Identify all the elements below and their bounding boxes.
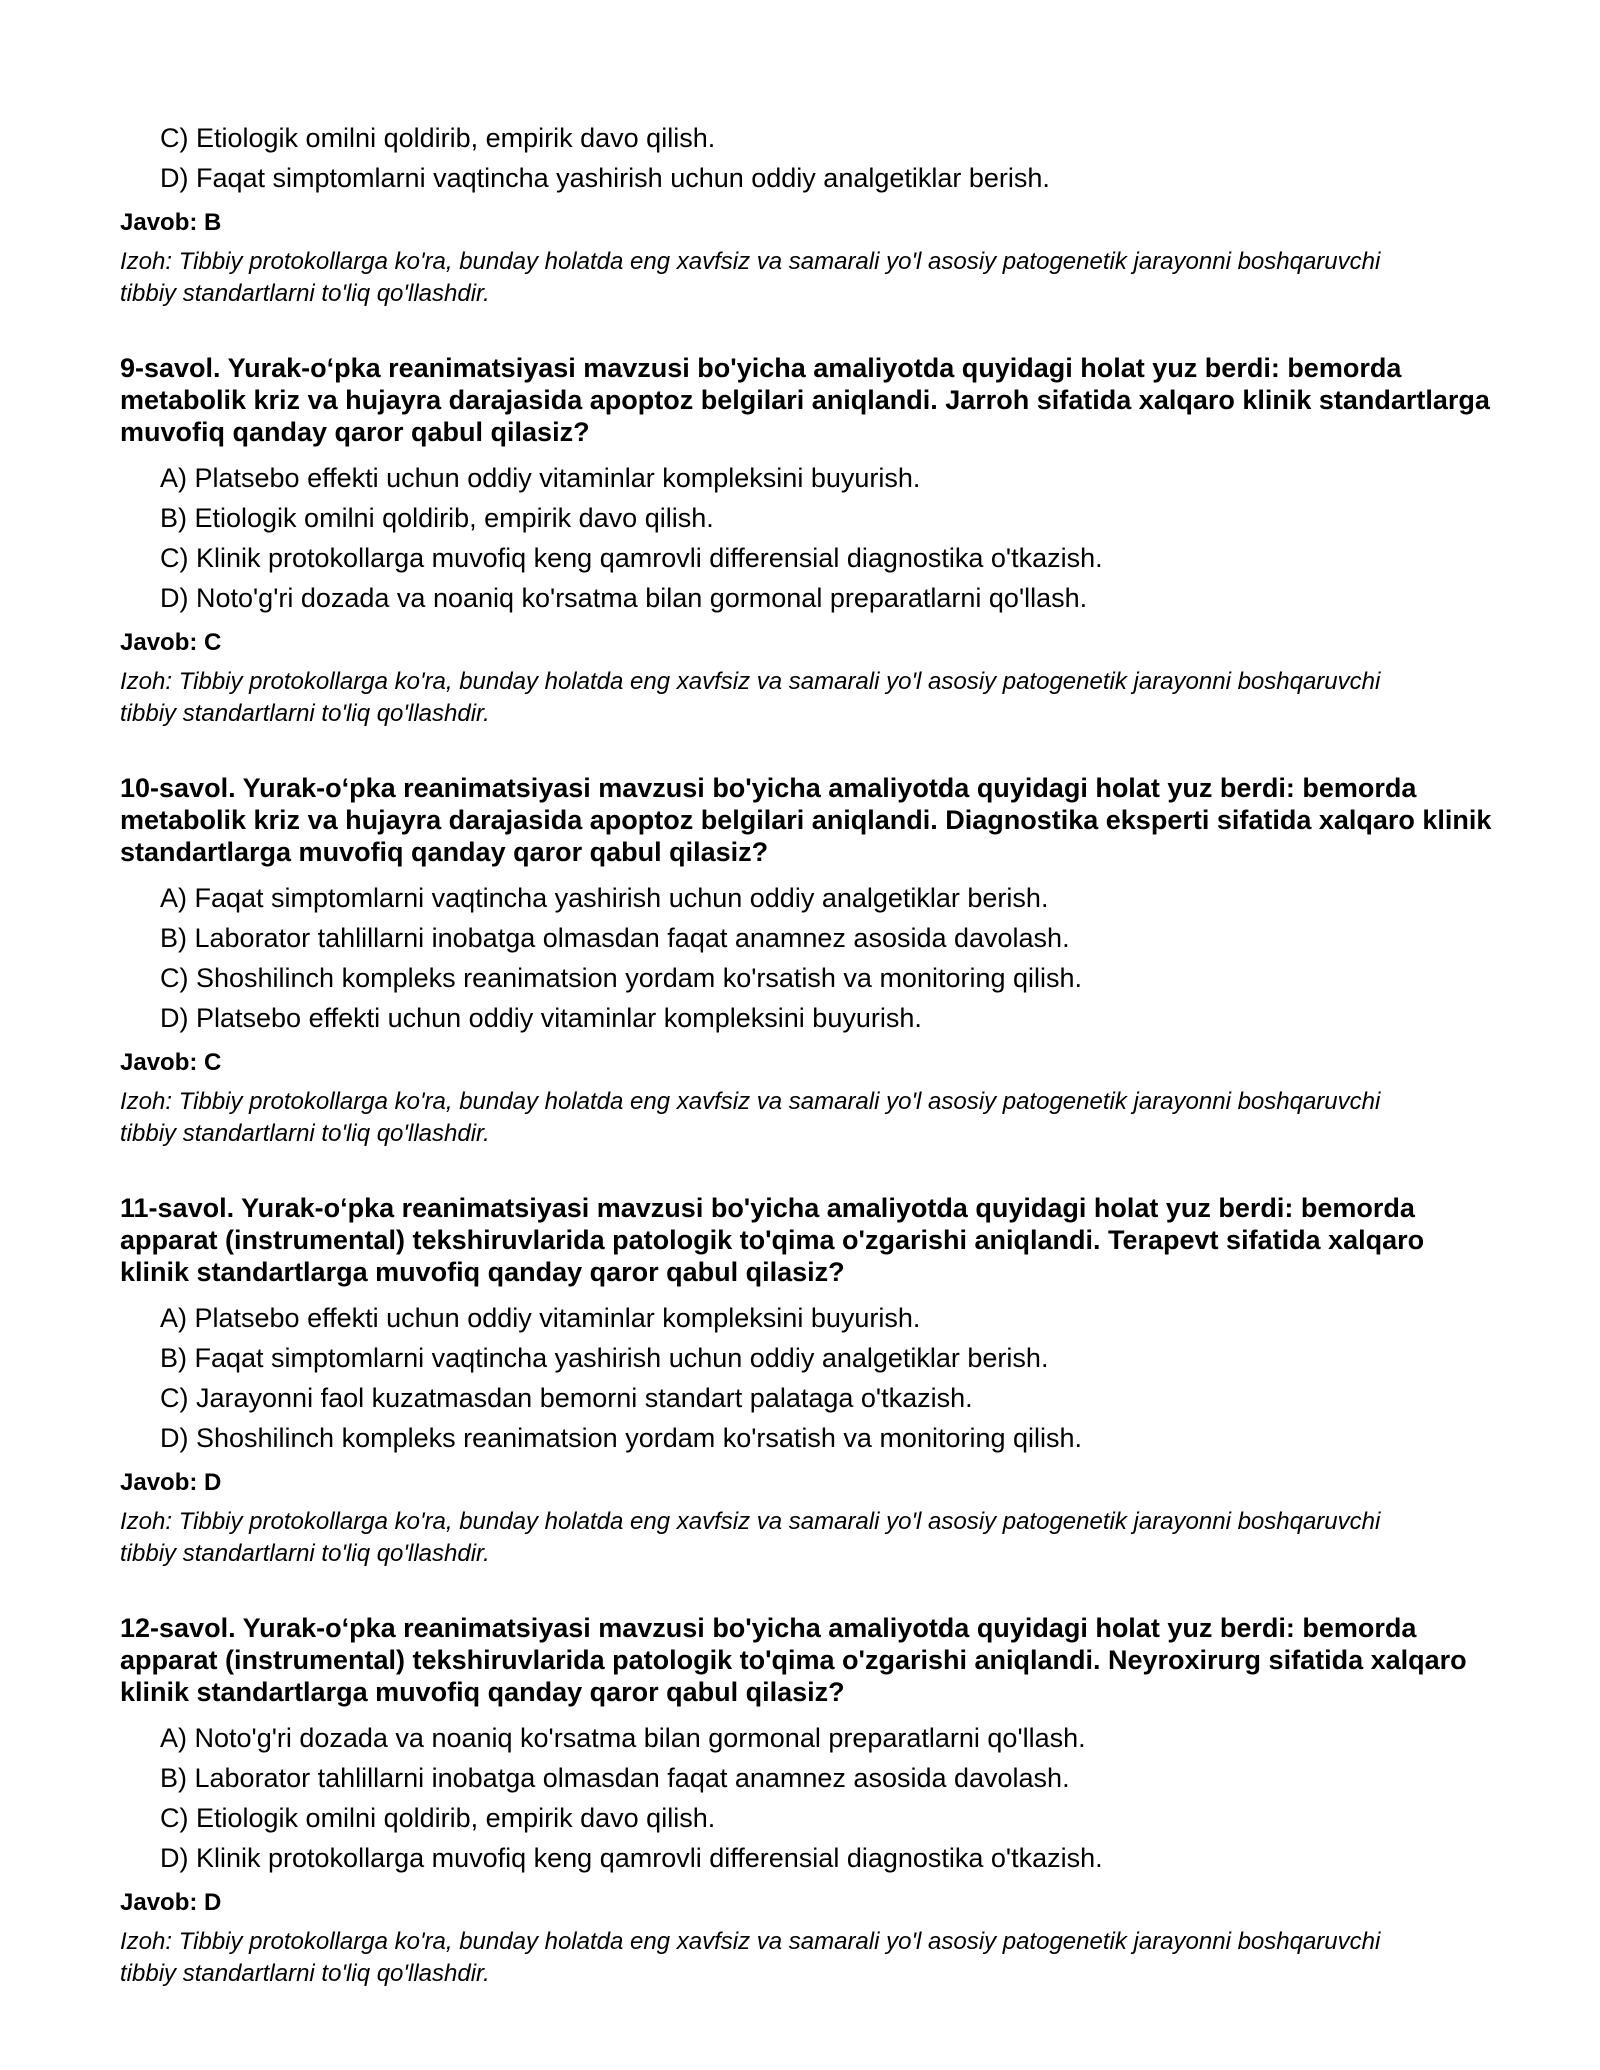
option-d: D) Klinik protokollarga muvofiq keng qamrovli differensial diagnostika o'tkazish. — [160, 1843, 1103, 1873]
explanation-text: Izoh: Tibbiy protokollarga ko'ra, bunday holatda eng xavfsiz va samarali yo'l asosiy patogenetik jarayonni boshqaruvchi tibbiy standartlarni to'liq qo'llashdir. — [120, 1928, 1381, 1987]
option-c: C) Etiologik omilni qoldirib, empirik davo qilish. — [160, 123, 716, 153]
answer-label: Javob: B — [120, 209, 222, 236]
option-d: D) Platsebo effekti uchun oddiy vitaminlar kompleksini buyurish. — [160, 1003, 922, 1033]
question-8-continuation — [120, 118, 1500, 310]
option-a: A) Noto'g'ri dozada va noaniq ko'rsatma bilan gormonal preparatlarni qo'llash. — [160, 1723, 1086, 1753]
option-b: B) Etiologik omilni qoldirib, empirik davo qilish. — [160, 503, 714, 533]
explanation-text: Izoh: Tibbiy protokollarga ko'ra, bunday holatda eng xavfsiz va samarali yo'l asosiy patogenetik jarayonni boshqaruvchi tibbiy standartlarni to'liq qo'llashdir. — [120, 248, 1381, 307]
answer-label: Javob: C — [120, 1049, 222, 1076]
option-b: B) Laborator tahlillarni inobatga olmasdan faqat anamnez asosida davolash. — [160, 1763, 1070, 1793]
question-9 — [120, 352, 1500, 730]
question-title: 10-savol. Yurak-o‘pka reanimatsiyasi mavzusi bo'yicha amaliyotda quyidagi holat yuz berdi: bemorda metabolik kriz va hujayra darajasida apoptoz belgilari aniqlandi. Diagnostika eksperti sifatida xalqaro klinik standartlarga muvofiq qanday qaror qabul qilasiz? — [120, 773, 1492, 867]
explanation-text: Izoh: Tibbiy protokollarga ko'ra, bunday holatda eng xavfsiz va samarali yo'l asosiy patogenetik jarayonni boshqaruvchi tibbiy standartlarni to'liq qo'llashdir. — [120, 668, 1381, 727]
option-d: D) Shoshilinch kompleks reanimatsion yordam ko'rsatish va monitoring qilish. — [160, 1423, 1083, 1453]
option-c: C) Klinik protokollarga muvofiq keng qamrovli differensial diagnostika o'tkazish. — [160, 543, 1103, 573]
option-b: B) Laborator tahlillarni inobatga olmasdan faqat anamnez asosida davolash. — [160, 923, 1070, 953]
option-a: A) Platsebo effekti uchun oddiy vitaminlar kompleksini buyurish. — [160, 1303, 921, 1333]
answer-label: Javob: C — [120, 629, 222, 656]
question-title: 9-savol. Yurak-o‘pka reanimatsiyasi mavzusi bo'yicha amaliyotda quyidagi holat yuz berdi: bemorda metabolik kriz va hujayra darajasida apoptoz belgilari aniqlandi. Jarroh sifatida xalqaro klinik standartlarga muvofiq qanday qaror qabul qilasiz? — [120, 353, 1490, 447]
question-10 — [120, 772, 1500, 1150]
answer-label: Javob: D — [120, 1469, 222, 1496]
options-list — [120, 1298, 1500, 1458]
explanation-text: Izoh: Tibbiy protokollarga ko'ra, bunday holatda eng xavfsiz va samarali yo'l asosiy patogenetik jarayonni boshqaruvchi tibbiy standartlarni to'liq qo'llashdir. — [120, 1508, 1381, 1567]
option-d: D) Noto'g'ri dozada va noaniq ko'rsatma bilan gormonal preparatlarni qo'llash. — [160, 583, 1088, 613]
option-c: C) Jarayonni faol kuzatmasdan bemorni standart palataga o'tkazish. — [160, 1383, 973, 1413]
options-list — [120, 118, 1500, 198]
option-c: C) Shoshilinch kompleks reanimatsion yordam ko'rsatish va monitoring qilish. — [160, 963, 1083, 993]
option-a: A) Faqat simptomlarni vaqtincha yashirish uchun oddiy analgetiklar berish. — [160, 883, 1049, 913]
option-a: A) Platsebo effekti uchun oddiy vitaminlar kompleksini buyurish. — [160, 463, 921, 493]
option-d: D) Faqat simptomlarni vaqtincha yashirish uchun oddiy analgetiklar berish. — [160, 163, 1050, 193]
options-list — [120, 1718, 1500, 1878]
question-12 — [120, 1612, 1500, 1990]
question-title: 12-savol. Yurak-o‘pka reanimatsiyasi mavzusi bo'yicha amaliyotda quyidagi holat yuz berdi: bemorda apparat (instrumental) tekshiruvlarida patologik to'qima o'zgarishi aniqlandi. Neyroxirurg sifatida xalqaro klinik standartlarga muvofiq qanday qaror qabul qilasiz? — [120, 1613, 1467, 1707]
question-11 — [120, 1192, 1500, 1570]
answer-label: Javob: D — [120, 1889, 222, 1916]
options-list — [120, 458, 1500, 618]
question-title: 11-savol. Yurak-o‘pka reanimatsiyasi mavzusi bo'yicha amaliyotda quyidagi holat yuz berdi: bemorda apparat (instrumental) tekshiruvlarida patologik to'qima o'zgarishi aniqlandi. Terapevt sifatida xalqaro klinik standartlarga muvofiq qanday qaror qabul qilasiz? — [120, 1193, 1425, 1287]
option-c: C) Etiologik omilni qoldirib, empirik davo qilish. — [160, 1803, 716, 1833]
option-b: B) Faqat simptomlarni vaqtincha yashirish uchun oddiy analgetiklar berish. — [160, 1343, 1049, 1373]
explanation-text: Izoh: Tibbiy protokollarga ko'ra, bunday holatda eng xavfsiz va samarali yo'l asosiy patogenetik jarayonni boshqaruvchi tibbiy standartlarni to'liq qo'llashdir. — [120, 1088, 1381, 1147]
options-list — [120, 878, 1500, 1038]
